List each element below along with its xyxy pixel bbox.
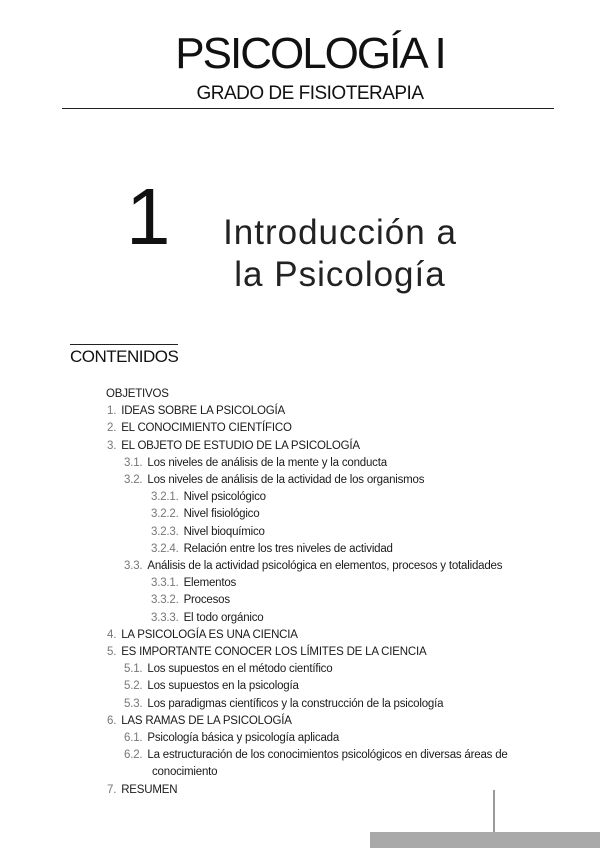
toc-item-number: 3.3.3. [151, 611, 179, 624]
toc-item[interactable] [0, 592, 600, 609]
chapter-number: 1 [126, 172, 171, 261]
toc-item[interactable] [0, 438, 600, 455]
toc-item-text: EL OBJETO DE ESTUDIO DE LA PSICOLOGÍA [121, 439, 360, 452]
toc-item[interactable] [0, 575, 600, 592]
chapter-title-line2: la Psicología [234, 255, 446, 294]
toc-item-text: IDEAS SOBRE LA PSICOLOGÍA [121, 405, 285, 418]
book-title: PSICOLOGÍA I [175, 29, 445, 78]
toc-item-text: Psicología básica y psicología aplicada [147, 732, 340, 745]
toc-item[interactable] [0, 782, 600, 799]
toc-item[interactable] [0, 524, 600, 541]
toc-item-number: 3.2.4. [151, 542, 179, 555]
toc-item-number: 3.2.1. [151, 491, 179, 504]
toc-item-text: Nivel psicológico [183, 491, 266, 504]
toc-item[interactable] [0, 747, 512, 781]
header-rule [62, 108, 554, 109]
chapter-title [190, 212, 490, 296]
toc-item-text: EL CONOCIMIENTO CIENTÍFICO [121, 422, 292, 435]
toc-item[interactable] [0, 696, 600, 713]
toc-item-text: ES IMPORTANTE CONOCER LOS LÍMITES DE LA CIENCIA [121, 646, 427, 659]
toc-item-number: 3.2. [124, 474, 143, 487]
toc-item-text: LAS RAMAS DE LA PSICOLOGÍA [121, 714, 292, 727]
toc-item-number: 6.2. [124, 749, 143, 762]
toc-item-text: Los niveles de análisis de la actividad de los organismos [147, 474, 425, 487]
toc-item[interactable] [0, 661, 600, 678]
toc-item-text: LA PSICOLOGÍA ES UNA CIENCIA [121, 628, 298, 641]
toc-item-text: Análisis de la actividad psicológica en elementos, procesos y totalidades [147, 560, 503, 573]
toc-item-number: 3.3.1. [151, 577, 179, 590]
toc-item-text: Los paradigmas científicos y la construcción de la psicología [147, 697, 444, 710]
toc-item[interactable] [0, 455, 600, 472]
toc-item-text: La estructuración de los conocimientos psicológicos en diversas áreas de conocimiento [147, 749, 508, 779]
toc-item-text: Los supuestos en la psicología [147, 680, 299, 693]
toc-item-number: 1. [107, 405, 117, 418]
toc-item[interactable] [0, 506, 600, 523]
toc-item-text: Nivel fisiológico [183, 508, 260, 521]
toc-item-number: 4. [107, 628, 117, 641]
corner-bar [370, 832, 600, 848]
toc-item[interactable] [0, 558, 510, 575]
toc-item-text: OBJETIVOS [106, 388, 169, 400]
toc-item-text: Procesos [183, 594, 230, 607]
toc-item-text: Elementos [183, 577, 237, 590]
toc-item[interactable] [0, 610, 600, 627]
toc-item[interactable] [0, 403, 600, 420]
toc-item-number: 6. [107, 714, 117, 727]
toc-item[interactable] [0, 730, 600, 747]
toc-item-text: Los niveles de análisis de la mente y la conducta [147, 456, 387, 469]
toc-item-number: 6.1. [124, 732, 143, 745]
toc-item-number: 5. [107, 646, 117, 659]
toc-item[interactable] [0, 678, 600, 695]
toc-item-number: 2. [107, 422, 117, 435]
toc-item-text: El todo orgánico [183, 611, 264, 624]
toc-item-number: 3.3. [124, 560, 143, 573]
toc-item[interactable] [0, 627, 600, 644]
toc-item-text: Relación entre los tres niveles de actividad [183, 542, 393, 555]
toc-item-number: 3.1. [124, 456, 143, 469]
chapter-title-line1: Introducción a [223, 213, 457, 252]
toc-item-number: 5.3. [124, 697, 143, 710]
toc-item-number: 5.1. [124, 663, 143, 676]
table-of-contents [0, 386, 600, 799]
toc-item-text: RESUMEN [121, 783, 178, 796]
toc-item[interactable] [0, 472, 600, 489]
toc-item-number: 3.2.2. [151, 508, 179, 521]
book-subtitle: GRADO DE FISIOTERAPIA [196, 83, 424, 104]
toc-item-text: Los supuestos en el método científico [147, 663, 333, 676]
toc-item-number: 3. [107, 439, 117, 452]
contents-heading: CONTENIDOS [70, 347, 179, 366]
toc-item[interactable] [0, 541, 600, 558]
toc-item-text: Nivel bioquímico [183, 525, 265, 538]
toc-item-number: 7. [107, 783, 117, 796]
toc-item-number: 3.2.3. [151, 525, 179, 538]
toc-item[interactable] [0, 489, 600, 506]
toc-item[interactable] [0, 386, 600, 403]
toc-item[interactable] [0, 420, 600, 437]
contents-heading-rule [70, 344, 178, 345]
toc-item[interactable] [0, 644, 600, 661]
toc-item-number: 3.3.2. [151, 594, 179, 607]
toc-item-number: 5.2. [124, 680, 143, 693]
toc-item[interactable] [0, 713, 600, 730]
